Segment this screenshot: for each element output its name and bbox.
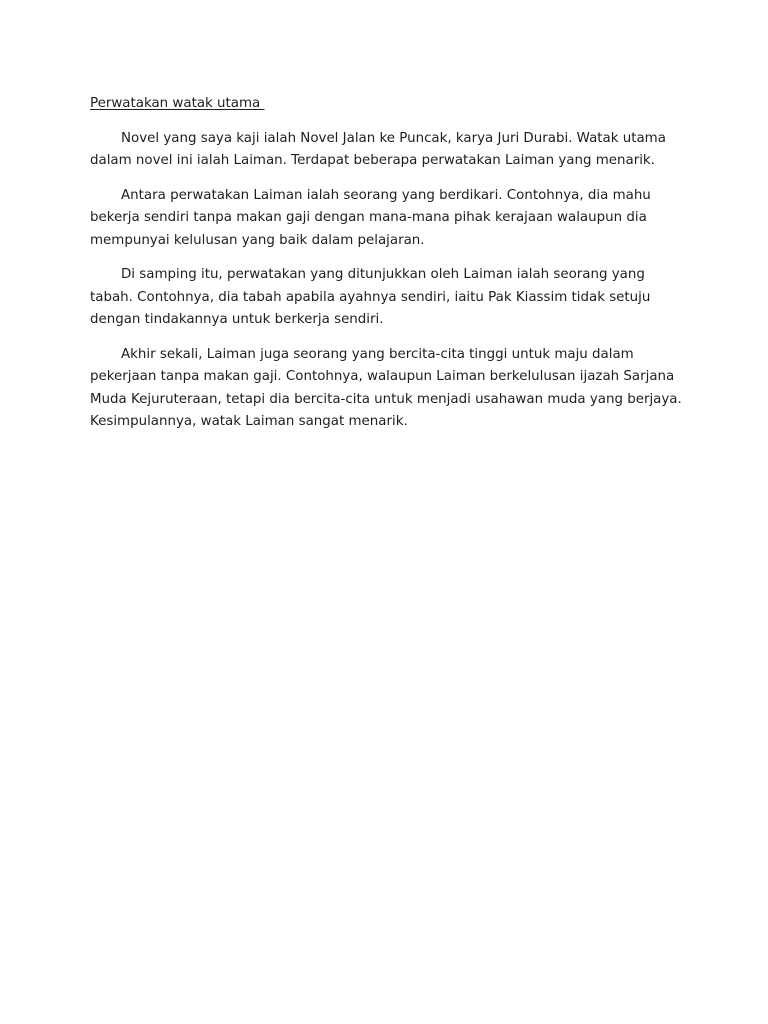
paragraph-berdikari: Antara perwatakan Laiman ialah seorang yang berdikari. Contohnya, dia mahu bekerja sendiri tanpa makan gaji dengan mana-mana pihak kerajaan walaupun dia mempunyai kelulusan yang baik dalam pelajaran. [90, 187, 651, 248]
document-heading: Perwatakan watak utama [90, 96, 265, 111]
paragraph-bercita-cita: Akhir sekali, Laiman juga seorang yang bercita-cita tinggi untuk maju dalam pekerjaan tanpa makan gaji. Contohnya, walaupun Laiman berkelulusan ijazah Sarjana Muda Kejuruteraan, tetapi dia bercita-cita untuk menjadi usahawan muda yang berjaya. Kesimpulannya, watak Laiman sangat menarik. [90, 346, 682, 429]
paragraph-tabah: Di samping itu, perwatakan yang ditunjukkan oleh Laiman ialah seorang yang tabah. Contohnya, dia tabah apabila ayahnya sendiri, iaitu Pak Kiassim tidak setuju dengan tindakannya untuk berkerja sendiri. [90, 267, 651, 327]
document-body [90, 93, 682, 446]
paragraph-intro: Novel yang saya kaji ialah Novel Jalan ke Puncak, karya Juri Durabi. Watak utama dalam novel ini ialah Laiman. Terdapat beberapa perwatakan Laiman yang menarik. [90, 130, 666, 168]
